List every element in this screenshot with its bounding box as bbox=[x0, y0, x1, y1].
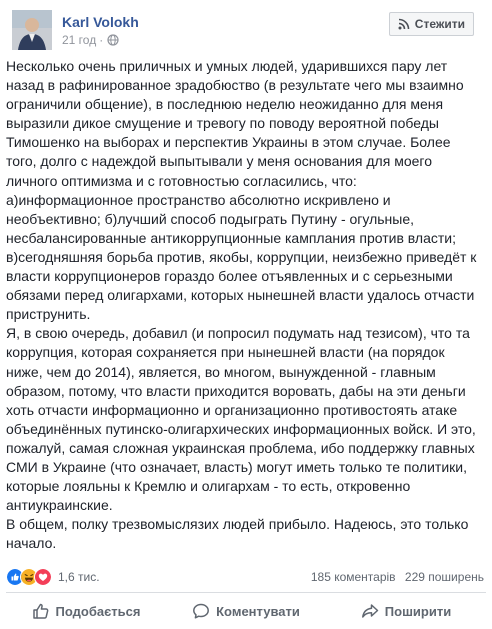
author-name[interactable]: Karl Volokh bbox=[62, 14, 139, 30]
meta-separator: · bbox=[99, 33, 104, 47]
love-reaction-icon bbox=[34, 568, 52, 586]
comment-button[interactable] bbox=[166, 597, 326, 625]
follow-button-label: Стежити bbox=[414, 17, 465, 31]
post-text: Несколько очень приличных и умных людей, ударившихся пару лет назад в рафинированное зрадобюство (в результате чего мы взаимно ограничили общение), в последнюю неделю неожиданно для меня выразили дикое смущение и тревогу по поводу вероятной победы Тимошенко на выборах и перспектив Украины в этом случае. Более того, долго с надеждой выпытывали у меня основания для моего личного оптимизма и с готовностью согласились, что: а)информационное пространство абсолютно искривлено и необъективно; б)лучший способ подыграть Путину - огульные, несбалансированные антикоррупционные камплания против власти; в)сегодняшняя борьба против, якобы, коррупции, неизбежно приведёт к власти коррупционеров гораздо более отъявленных и с серьезными обязами перед олигархами, которых нынешней власти удалось отчасти приструнить. Я, в свою очередь, добавил (и попросил подумать над тезисом), что та коррупция, которая сохраняется при нынешней власти (на порядок ниже, чем до 2014), является, во многом, вынужденной - главным образом, потому, что власти приходится воровать, дабы на эти деньги хоть отчасти информационно и организационно противостоять атаке объединённых путинско-олигархических информационных войск. И это, пожалуй, самая сложная украинская проблема, ибо поддержку главных СМИ в Украине (что означает, власть) могут иметь только те политики, которые лояльны к Кремлю и олигархам - то есть, откровенно антиукраинские. В общем, полку трезвомыслязих людей прибыло. Надеюсь, это только начало. bbox=[6, 58, 477, 552]
engagement-counts bbox=[311, 570, 484, 584]
share-arrow-icon bbox=[361, 602, 379, 620]
like-button[interactable] bbox=[6, 597, 166, 625]
rss-icon bbox=[398, 18, 410, 30]
comment-bubble-icon bbox=[192, 602, 210, 620]
actions-divider bbox=[6, 592, 486, 593]
globe-icon[interactable] bbox=[107, 34, 119, 46]
reactions-summary[interactable] bbox=[6, 568, 100, 586]
share-count[interactable]: 229 поширень bbox=[404, 570, 484, 584]
share-button-label: Поширити bbox=[384, 603, 452, 619]
post-header bbox=[12, 10, 480, 50]
post-meta bbox=[62, 33, 119, 47]
avatar[interactable] bbox=[12, 10, 52, 50]
reaction-count[interactable]: 1,6 тис. bbox=[58, 570, 100, 584]
like-button-label: Подобається bbox=[55, 603, 141, 619]
follow-button[interactable] bbox=[389, 12, 474, 36]
thumbs-up-icon bbox=[32, 602, 50, 620]
comment-button-label: Коментувати bbox=[216, 603, 300, 619]
post-time[interactable]: 21 год bbox=[62, 33, 97, 47]
avatar-photo-icon bbox=[12, 10, 52, 50]
post-stats bbox=[6, 568, 486, 588]
post-actions bbox=[6, 597, 486, 625]
share-button[interactable] bbox=[326, 597, 486, 625]
comment-count[interactable]: 185 коментарів bbox=[310, 570, 396, 584]
